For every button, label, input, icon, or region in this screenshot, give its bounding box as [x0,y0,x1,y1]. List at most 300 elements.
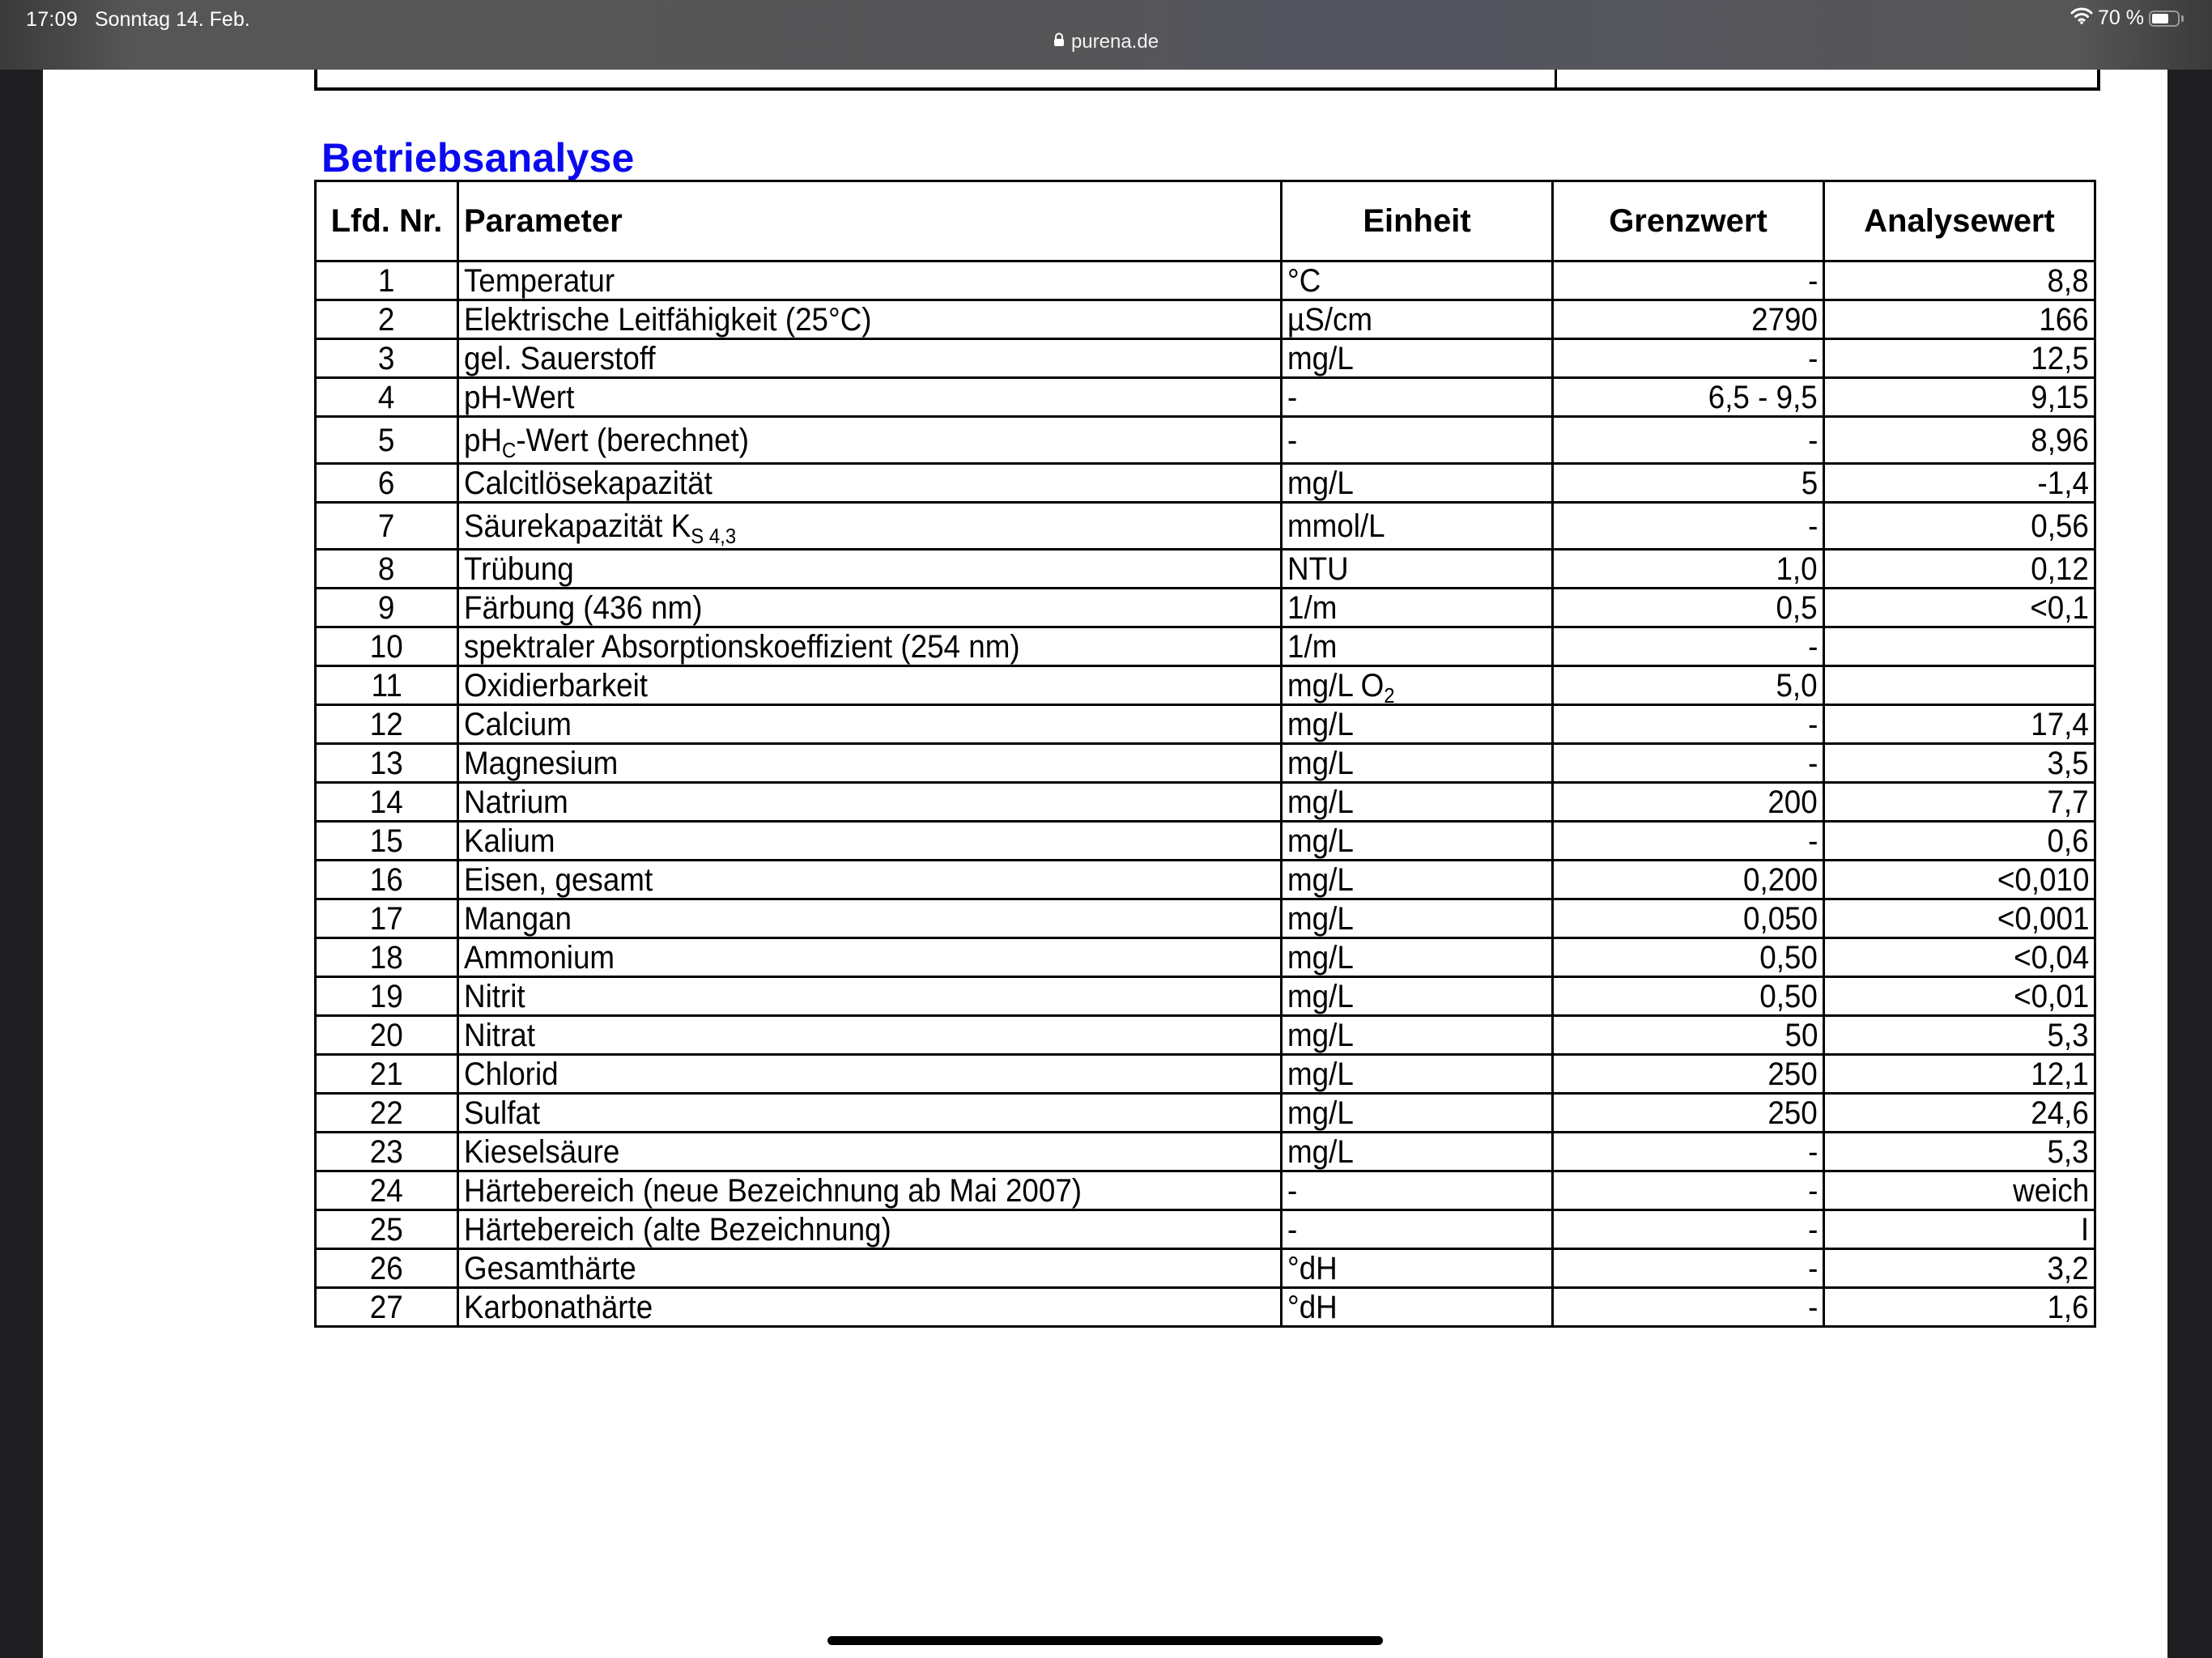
battery-fill [2152,14,2168,23]
cell-limit-text: 250 [1767,1095,1818,1131]
cell-limit [1553,744,1824,783]
cell-nr [316,977,458,1016]
cell-limit-text: 0,200 [1742,861,1818,898]
cell-limit-text: 6,5 - 9,5 [1708,379,1818,415]
cell-limit [1553,977,1824,1016]
cell-parameter-text: Ammonium [464,939,615,976]
cell-unit-text: °C [1287,262,1321,299]
cell-value-text: <0,010 [1997,861,2089,898]
cell-parameter [458,261,1282,300]
cell-unit-text: 1/m [1287,628,1338,665]
column-header-nr: Lfd. Nr. [316,181,458,261]
cell-limit-text: 0,5 [1776,589,1818,626]
cell-limit-text: 0,050 [1742,900,1818,937]
cell-nr-text: 17 [370,900,403,937]
table-row [316,589,2095,627]
cell-unit-text: mg/L [1287,706,1354,742]
cell-nr-text: 25 [370,1211,403,1248]
cell-parameter [458,464,1282,503]
cell-limit-text: 250 [1767,1056,1818,1092]
parameter-subscript: C [502,437,517,462]
cell-parameter-text: Calcitlösekapazität [464,465,713,501]
cell-value [1824,1210,2095,1249]
lock-icon [1053,30,1065,53]
cell-unit-text: mg/L [1287,861,1354,898]
cell-nr-text: 7 [378,508,395,544]
cell-value [1824,899,2095,938]
table-row [316,1249,2095,1288]
column-header-limit: Grenzwert [1553,181,1824,261]
cell-limit-text: - [1807,508,1818,544]
table-row [316,1094,2095,1133]
cell-unit-text: mg/L [1287,900,1354,937]
cell-nr-text: 6 [378,465,395,501]
cell-unit-text: mg/L [1287,939,1354,976]
cell-unit [1282,378,1553,417]
cell-parameter-text: Trübung [464,551,574,587]
cell-limit-text: - [1807,262,1818,299]
cell-unit [1282,1094,1553,1133]
parameter-subscript: S 4,3 [691,523,737,548]
cell-parameter-text: Chlorid [464,1056,559,1092]
cell-parameter [458,822,1282,861]
cell-parameter [458,1210,1282,1249]
cell-parameter [458,1094,1282,1133]
cell-limit [1553,378,1824,417]
cell-unit-text: mg/L [1287,784,1354,820]
cell-parameter-text: Calcium [464,706,572,742]
cell-limit [1553,822,1824,861]
cell-parameter-text: pH-Wert [464,379,575,415]
cell-limit [1553,783,1824,822]
cell-limit [1553,464,1824,503]
cell-limit [1553,1171,1824,1210]
cell-nr [316,464,458,503]
address-bar[interactable] [0,31,2212,54]
cell-value [1824,589,2095,627]
cell-value-text: <0,1 [2030,589,2089,626]
battery-percent: 70 % [2098,6,2144,29]
cell-parameter-text: Eisen, gesamt [464,861,653,898]
cell-value [1824,1171,2095,1210]
cell-limit-text: - [1807,1289,1818,1325]
cell-nr-text: 21 [370,1056,403,1092]
table-row [316,417,2095,464]
cell-unit-text: mg/L [1287,1056,1354,1092]
cell-value-text: 0,12 [2031,551,2089,587]
cell-nr-text: 27 [370,1289,403,1325]
cell-nr-text: 19 [370,978,403,1014]
cell-value-text: 166 [2039,301,2089,338]
cell-limit-text: 5 [1801,465,1818,501]
cell-value [1824,550,2095,589]
cell-limit-text: 2790 [1751,301,1818,338]
cell-parameter-text: Härtebereich (neue Bezeichnung ab Mai 2007) [464,1172,1083,1209]
table-row [316,977,2095,1016]
cell-limit-text: - [1807,340,1818,376]
cell-limit-text: 50 [1784,1017,1818,1053]
cell-nr-text: 16 [370,861,403,898]
cell-nr [316,1016,458,1055]
cell-parameter-text: Sulfat [464,1095,541,1131]
cell-unit-text: °dH [1287,1289,1338,1325]
cell-parameter [458,589,1282,627]
cell-unit [1282,1016,1553,1055]
cell-value [1824,822,2095,861]
cell-value-text: -1,4 [2037,465,2089,501]
cell-limit [1553,1016,1824,1055]
cell-limit [1553,938,1824,977]
cell-parameter [458,1055,1282,1094]
cell-limit [1553,861,1824,899]
cell-nr-text: 9 [378,589,395,626]
table-row [316,300,2095,339]
cell-value-text: I [2080,1211,2089,1248]
table-row [316,783,2095,822]
cell-parameter-text: Magnesium [464,745,619,781]
cell-unit-text: mg/L [1287,465,1354,501]
cell-parameter [458,977,1282,1016]
cell-nr-text: 20 [370,1017,403,1053]
cell-unit [1282,417,1553,464]
cell-unit [1282,300,1553,339]
cell-nr [316,899,458,938]
cell-parameter-text: Kalium [464,823,555,859]
cell-unit [1282,744,1553,783]
cell-nr [316,300,458,339]
table-row [316,464,2095,503]
cell-nr-text: 15 [370,823,403,859]
cell-parameter-text: Elektrische Leitfähigkeit (25°C) [464,301,872,338]
cell-value-text: 5,3 [2047,1133,2089,1170]
cell-value [1824,1055,2095,1094]
cell-value [1824,300,2095,339]
cell-value [1824,705,2095,744]
cell-unit [1282,705,1553,744]
section-title: Betriebsanalyse [321,135,635,181]
cell-value-text: 12,1 [2031,1056,2089,1092]
cell-unit-text: mg/L [1287,1095,1354,1131]
table-row [316,705,2095,744]
table-row [316,1171,2095,1210]
table-row [316,861,2095,899]
cell-value-text: 0,6 [2047,823,2089,859]
table-row [316,938,2095,977]
status-date: Sonntag 14. Feb. [95,8,250,31]
cell-nr-text: 4 [378,379,395,415]
cell-nr [316,1210,458,1249]
cell-parameter [458,417,1282,464]
table-row [316,503,2095,550]
cell-nr [316,589,458,627]
cell-value-text: 24,6 [2031,1095,2089,1131]
battery-tip [2181,15,2184,22]
cell-unit [1282,1288,1553,1327]
cell-nr-text: 5 [378,422,395,458]
table-row [316,1133,2095,1171]
cell-parameter-text: Härtebereich (alte Bezeichnung) [464,1211,891,1248]
cell-limit-text: 5,0 [1776,667,1818,704]
cell-unit [1282,861,1553,899]
url-text: purena.de [1070,31,1159,53]
cell-unit [1282,261,1553,300]
cell-parameter-text: Oxidierbarkeit [464,667,649,704]
cell-unit [1282,464,1553,503]
cell-parameter-text: gel. Sauerstoff [464,340,656,376]
cell-limit-text: 1,0 [1776,551,1818,587]
cell-nr-text: 14 [370,784,403,820]
cell-unit [1282,1249,1553,1288]
cell-value [1824,1288,2095,1327]
cell-unit-text: °dH [1287,1250,1338,1286]
table-row [316,261,2095,300]
cell-nr [316,783,458,822]
status-indicators [2070,6,2184,30]
cell-value [1824,261,2095,300]
cell-unit-text: mg/L [1287,1017,1354,1053]
status-bar [0,0,2212,70]
cell-limit [1553,261,1824,300]
document-page[interactable] [43,70,2167,1658]
table-row [316,627,2095,666]
cell-nr [316,417,458,464]
cell-value-text: 0,56 [2031,508,2089,544]
cell-limit-text: - [1807,823,1818,859]
cell-limit-text: - [1807,1172,1818,1209]
cell-value [1824,627,2095,666]
table-row [316,1016,2095,1055]
cell-limit-text: - [1807,706,1818,742]
cell-limit-text: 0,50 [1759,978,1818,1014]
cell-unit-text: 1/m [1287,589,1338,626]
cell-nr-text: 22 [370,1095,403,1131]
table-row [316,550,2095,589]
cell-limit [1553,339,1824,378]
cell-nr [316,938,458,977]
cell-value-text: 8,96 [2031,422,2089,458]
cell-parameter-text: spektraler Absorptionskoeffizient (254 nm) [464,628,1020,665]
cell-value [1824,1249,2095,1288]
cell-parameter [458,378,1282,417]
cell-nr [316,503,458,550]
cell-value [1824,861,2095,899]
cell-nr [316,627,458,666]
cell-unit [1282,899,1553,938]
cell-parameter [458,339,1282,378]
cell-value-text: 7,7 [2047,784,2089,820]
cell-unit [1282,666,1553,705]
cell-value-text: 8,8 [2047,262,2089,299]
column-header-unit: Einheit [1282,181,1553,261]
cell-nr [316,744,458,783]
cell-parameter [458,300,1282,339]
cell-parameter-text: Mangan [464,900,572,937]
cell-parameter [458,1249,1282,1288]
cell-limit [1553,705,1824,744]
cell-limit [1553,1055,1824,1094]
cell-value-text: 3,5 [2047,745,2089,781]
cell-value [1824,417,2095,464]
cell-value [1824,464,2095,503]
cell-parameter-text: $pH_C$-Wert (berechnet) [464,422,750,462]
cell-parameter [458,783,1282,822]
cell-value [1824,744,2095,783]
cell-value-text: 1,6 [2047,1289,2089,1325]
cell-value [1824,977,2095,1016]
cell-parameter [458,503,1282,550]
cell-nr-text: 8 [378,551,395,587]
cell-parameter-text: Gesamthärte [464,1250,636,1286]
cell-limit [1553,627,1824,666]
cell-unit [1282,1210,1553,1249]
cell-nr [316,378,458,417]
cell-unit-text: - [1287,422,1298,458]
cell-unit [1282,938,1553,977]
cell-unit [1282,977,1553,1016]
table-row [316,1288,2095,1327]
status-time: 17:09 [26,8,79,31]
cell-unit-text: mg/L [1287,1133,1354,1170]
cell-limit [1553,1094,1824,1133]
cell-nr [316,261,458,300]
cell-nr [316,705,458,744]
table-row [316,666,2095,705]
cell-nr-text: 26 [370,1250,403,1286]
cell-nr-text: 2 [378,301,395,338]
cell-nr [316,339,458,378]
cell-unit-text: - [1287,1172,1298,1209]
cell-parameter-text: Natrium [464,784,568,820]
cell-parameter [458,744,1282,783]
cell-nr-text: 13 [370,745,403,781]
cell-unit-text: mg/L $O_2$ [1287,670,1395,702]
cell-value [1824,503,2095,550]
cell-nr [316,1094,458,1133]
cell-limit-text: - [1807,1250,1818,1286]
cell-unit-text: µS/cm [1287,301,1373,338]
table-row [316,899,2095,938]
cell-unit [1282,822,1553,861]
cell-nr [316,1249,458,1288]
table-row [316,339,2095,378]
cell-parameter-text: Karbonathärte [464,1289,653,1325]
cell-unit [1282,589,1553,627]
cell-unit [1282,339,1553,378]
cell-nr [316,1288,458,1327]
table-row [316,1210,2095,1249]
home-indicator[interactable] [827,1636,1383,1645]
cell-limit [1553,1249,1824,1288]
cell-parameter [458,861,1282,899]
cell-value-text: <0,001 [1997,900,2089,937]
cell-nr-text: 24 [370,1172,403,1209]
cell-unit-text: mg/L [1287,823,1354,859]
cell-unit [1282,1055,1553,1094]
cell-value [1824,783,2095,822]
cell-value-text: 12,5 [2031,340,2089,376]
cell-nr-text: 11 [371,667,402,704]
cell-limit [1553,417,1824,464]
cell-parameter [458,705,1282,744]
cell-value-text: 3,2 [2047,1250,2089,1286]
cell-limit [1553,550,1824,589]
cell-parameter [458,1171,1282,1210]
cell-parameter [458,627,1282,666]
cell-value [1824,339,2095,378]
cell-unit [1282,503,1553,550]
cell-nr-text: 1 [378,262,395,299]
cell-unit-text: mg/L [1287,340,1354,376]
cell-parameter-text: Nitrit [464,978,525,1014]
cell-nr [316,822,458,861]
cell-nr [316,1133,458,1171]
cell-unit [1282,627,1553,666]
cell-value-text: weich [2012,1172,2089,1209]
cell-nr-text: 3 [378,340,395,376]
cell-value-text: <0,01 [2013,978,2089,1014]
cell-nr [316,666,458,705]
cell-parameter [458,1133,1282,1171]
column-header-parameter: Parameter [458,181,1282,261]
cell-limit-text: 0,50 [1759,939,1818,976]
cell-parameter-text: Färbung (436 nm) [464,589,703,626]
cell-parameter-text: Säurekapazität $K_{S 4,3}$ [464,508,737,548]
cell-parameter [458,938,1282,977]
cell-parameter-text: Nitrat [464,1017,535,1053]
cell-value-text: 17,4 [2031,706,2089,742]
table-header-row [316,181,2095,261]
cell-nr-text: 12 [370,706,403,742]
cell-parameter-text: Kieselsäure [464,1133,620,1170]
cell-nr-text: 10 [370,628,403,665]
unit-subscript: 2 [1384,682,1395,705]
cell-limit [1553,503,1824,550]
cell-value-text: 9,15 [2031,379,2089,415]
table-row [316,378,2095,417]
cell-limit [1553,589,1824,627]
cell-nr [316,861,458,899]
cell-parameter [458,1016,1282,1055]
cell-value [1824,938,2095,977]
cell-unit [1282,1133,1553,1171]
cell-limit [1553,300,1824,339]
cell-value [1824,1016,2095,1055]
cell-unit [1282,550,1553,589]
cell-limit-text: - [1807,745,1818,781]
wifi-icon [2070,6,2093,30]
cell-parameter-text: Temperatur [464,262,615,299]
cell-nr [316,1055,458,1094]
cell-limit-text: - [1807,1211,1818,1248]
cell-unit [1282,1171,1553,1210]
cell-value-text: <0,04 [2013,939,2089,976]
cell-nr [316,550,458,589]
table-row [316,1055,2095,1094]
battery-icon [2149,11,2180,27]
table-row [316,822,2095,861]
cell-nr-text: 23 [370,1133,403,1170]
cell-parameter [458,666,1282,705]
cell-unit-text: mmol/L [1287,508,1385,544]
cell-unit-text: - [1287,1211,1298,1248]
cell-parameter [458,899,1282,938]
cell-value [1824,1133,2095,1171]
analysis-table [314,180,2096,1328]
cell-unit-text: - [1287,379,1298,415]
cell-nr [316,1171,458,1210]
cell-limit [1553,1133,1824,1171]
cell-unit-text: mg/L [1287,745,1354,781]
